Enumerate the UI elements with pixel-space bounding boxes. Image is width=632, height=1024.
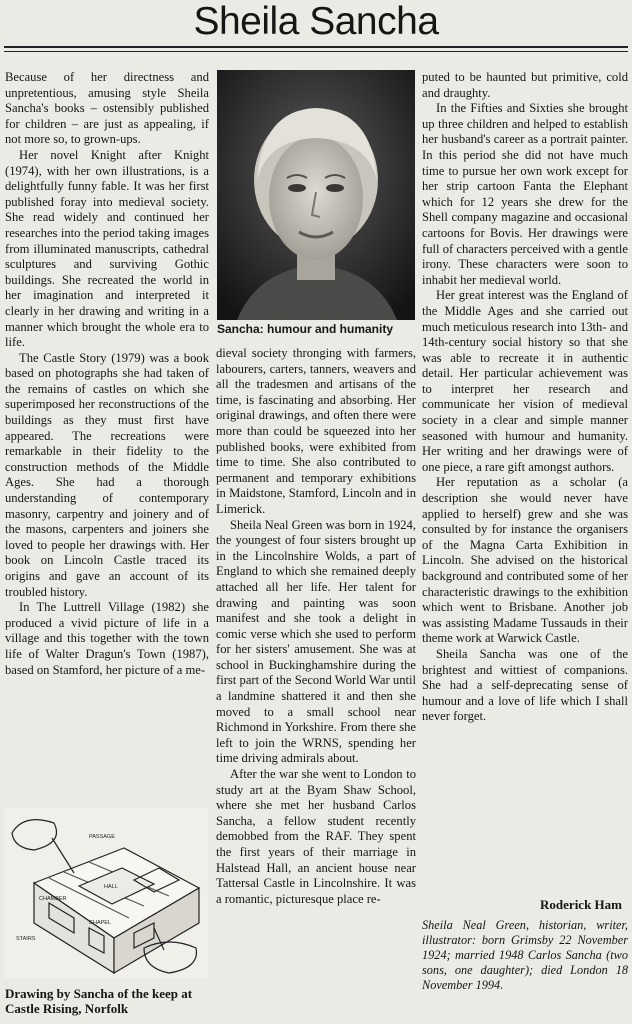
drawing-label: CHAMBER <box>39 896 67 902</box>
author-byline: Roderick Ham <box>540 897 622 912</box>
paragraph: Her great interest was the England of the Middle Ages and she carried out much meticulous research into 13th- and 14th-century social history so that she was able to recreate it in authentic detail. Her particular achievement was to interpret her research and communicate her vision of medieval society in a clear and simple manner seasoned with humour and humanity. Her writing and her drawings were of one piece, a rare gift amongst authors. <box>422 288 628 474</box>
portrait-illustration <box>217 70 415 320</box>
biographical-note: Sheila Neal Green, historian, writer, illustrator: born Grimsby 22 November 1924; married 1948 Carlos Sancha (two sons, one daughter); died London 18 November 1994. <box>422 918 628 992</box>
article-column-3 <box>422 70 628 944</box>
portrait-photo <box>217 70 415 320</box>
article-column-1 <box>5 70 209 796</box>
paragraph: After the war she went to London to study art at the Byam Shaw School, where she met her husband Carlos Sancha, a fellow student recently demobbed from the RAF. They spent the first years of their marriage in Halstead Hall, an ancient house near Tattersal Castle in Lincolnshire. It was a romantic, picturesque place re- <box>216 767 416 906</box>
paragraph: dieval society thronging with farmers, labourers, carters, tanners, weavers and all the tradesmen and artisans of the time, is fascinating and absorbing. Her original drawings, and often there were more than could be squeezed into her published books, were exhibited from time to time. She also contributed to permanent and temporary exhibitions in Maidstone, Stamford, Lincoln and in Limerick. <box>216 346 416 516</box>
paragraph: Her reputation as a scholar (a description she would never have applied to herself) grew and she was consulted by for instance the organisers of the Magna Carta Exhibition in Lincoln. She advised on the historical background and contributed some of her characteristic drawings to the exhibition which went to Brisbane. Another job was assisting Madame Tussauds in their theme work at Warwick Castle. <box>422 475 628 646</box>
paragraph: Because of her directness and unpretentious, amusing style Sheila Sancha's books – ostensibly published for children – are just as appealing, if not more so, to grown-ups. <box>5 70 209 147</box>
castle-keep-illustration <box>4 808 208 978</box>
drawing-label: STAIRS <box>16 936 36 942</box>
drawing-caption: Drawing by Sancha of the keep at Castle Rising, Norfolk <box>5 986 193 1016</box>
paragraph: Sheila Sancha was one of the brightest and wittiest of companions. She had a self-deprecating sense of humour and a love of life which I shall never forget. <box>422 646 628 724</box>
page-title: Sheila Sancha <box>193 0 439 43</box>
article-column-2 <box>216 346 416 1022</box>
paragraph: The Castle Story (1979) was a book based on photographs she had taken of the remains of castles on which she superimposed her reconstructions of the buildings as they must first have appeared. The recreations were remarkable in their fidelity to the construction methods of the Middle Ages. She had a thorough understanding of contemporary masonry, carpentry and joinery and of the masons, carpenters and joiners she loved to people her drawings with. Her book on Lincoln Castle traced its origins and gave an account of its troubled history. <box>5 350 209 599</box>
paragraph: Sheila Neal Green was born in 1924, the youngest of four sisters brought up in the Lincolnshire Wolds, a part of England to which she remained deeply attached all her life. Her talent for drawing and painting was soon manifest and she took a delight in comic verse which she used to perform for her sisters' amusement. She was at school in Buckinghamshire during the first part of the Second World War until a landmine shattered it and then she moved to a small school near Richmond in Yorkshire. From there she left to join the WRNS, spending her time driving admirals about. <box>216 517 416 766</box>
paragraph: puted to be haunted but primitive, cold and draughty. <box>422 70 628 100</box>
drawing-label: HALL <box>104 884 118 890</box>
castle-keep-drawing <box>4 808 208 978</box>
paragraph: In the Fifties and Sixties she brought up three children and helped to establish her husband's career as a portrait painter. In this period she did not have much time to pursue her own work except for her strip cartoon Fanta the Elephant which for 12 years she drew for the Shell company magazine and occasional cartoons for Bovis. Her drawings were full of characters perceived with a gentle irony. These characters were soon to inhabit her medieval world. <box>422 101 628 287</box>
paragraph: In The Luttrell Village (1982) she produced a vivid picture of life in a village and this together with the town life of Walter Dragun's Town (1987), based on Stamford, her picture of a me- <box>5 600 209 677</box>
headline-rule-bottom <box>4 51 628 52</box>
drawing-label: CHAPEL <box>89 920 112 926</box>
drawing-label: PASSAGE <box>89 834 115 840</box>
paragraph: Her novel Knight after Knight (1974), with her own illustrations, is a delightfully funny fable. It was her first published foray into medieval society. She read widely and continued her researches into the period taking images from illuminated manuscripts, cathedral sculptures and surviving Gothic buildings. She recreated the world in her imagination and interpreted it clearly in her drawing and writing in a manner which brought the whole era to life. <box>5 147 209 350</box>
photo-caption: Sancha: humour and humanity <box>217 322 394 336</box>
headline-rule-top <box>4 46 628 48</box>
